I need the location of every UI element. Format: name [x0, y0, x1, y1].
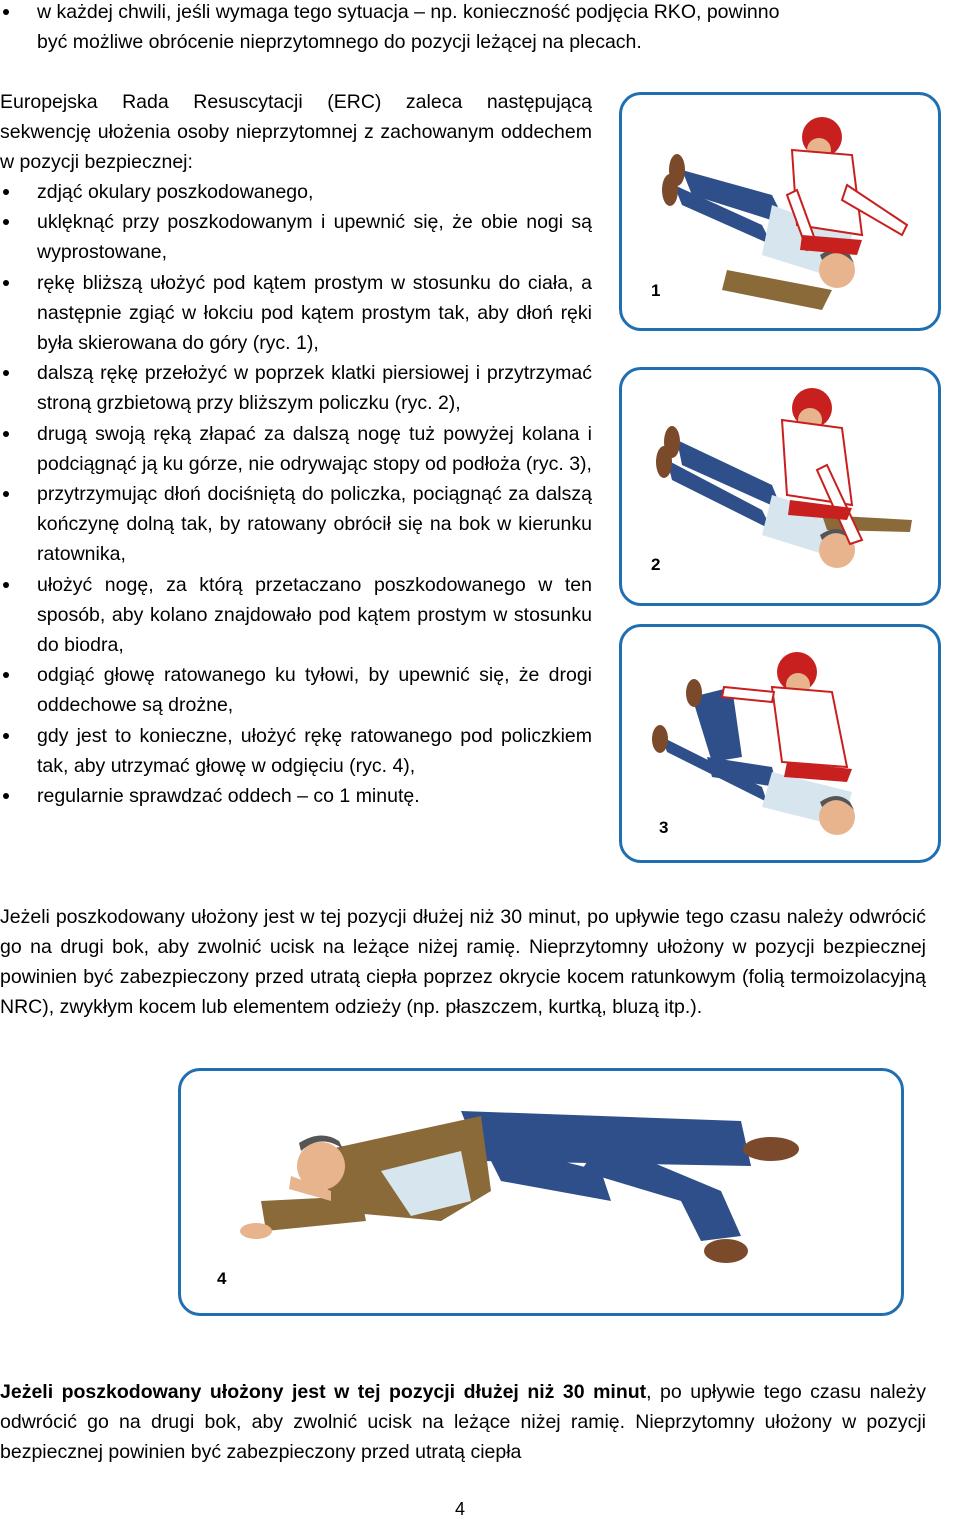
top-bullet-line2: być możliwe obrócenie nieprzytomnego do pozycji leżącej na plecach.	[37, 31, 642, 54]
figure-4-illustration	[181, 1071, 901, 1313]
list-item: odgiąć głowę ratowanego ku tyłowi, by upewnić się, że drogi oddechowe są drożne,	[0, 660, 592, 720]
list-item: przytrzymując dłoń dociśniętą do policzka, pociągnąć za dalszą kończynę dolną tak, by ratowany obrócił się na bok w kierunku ratownika,	[0, 479, 592, 570]
figure-3-number: 3	[659, 818, 669, 837]
list-item: zdjąć okulary poszkodowanego,	[0, 177, 592, 207]
figure-2-illustration	[622, 370, 938, 603]
figure-4-number: 4	[217, 1269, 227, 1288]
list-item: regularnie sprawdzać oddech – co 1 minutę.	[0, 781, 592, 811]
list-item: gdy jest to konieczne, ułożyć rękę ratowanego pod policzkiem tak, aby utrzymać głowę w odgięciu (ryc. 4),	[0, 721, 592, 781]
top-bullet-line1: w każdej chwili, jeśli wymaga tego sytuacja – np. konieczność podjęcia RKO, powinno	[37, 1, 780, 23]
list-item: drugą swoją ręką złapać za dalszą nogę tuż powyżej kolana i podciągnąć ją ku górze, nie odrywając stopy od podłoża (ryc. 3),	[0, 419, 592, 479]
intro-paragraph: Europejska Rada Resuscytacji (ERC) zaleca następującą sekwencję ułożenia osoby nieprzytomnej z zachowanym oddechem w pozycji bezpiecznej:	[0, 91, 592, 173]
figure-3-illustration	[622, 627, 938, 860]
top-bullet-list	[0, 0, 930, 57]
list-item: rękę bliższą ułożyć pod kątem prostym w stosunku do ciała, a następnie zgiąć w łokciu pod kątem prostym tak, aby dłoń ręki była skierowana do góry (ryc. 1),	[0, 268, 592, 359]
figure-2-panel	[619, 367, 941, 606]
figure-4-panel	[178, 1068, 904, 1316]
steps-list	[0, 177, 592, 811]
repeat-paragraph-rest: , po upływie tego czasu należy odwrócić go na drugi bok, aby zwolnić ucisk na leżące niżej ramię. Nieprzytomny ułożony w pozycji bezpiecznej powinien być zabezpieczony przed utratą ciepła	[0, 1381, 926, 1463]
figure-2-number: 2	[651, 555, 661, 574]
warmth-paragraph: Jeżeli poszkodowany ułożony jest w tej pozycji dłużej niż 30 minut, po upływie tego czasu należy odwrócić go na drugi bok, aby zwolnić ucisk na leżące niżej ramię. Nieprzytomny ułożony w pozycji bezpiecznej powinien być zabezpieczony przed utratą ciepła poprzez okrycie kocem ratunkowym (folią termoizolacyjną NRC), zwykłym kocem lub elementem odzieży (np. płaszczem, kurtką, bluzą itp.).	[0, 906, 926, 1018]
figure-1-illustration	[622, 95, 938, 328]
repeat-paragraph-bold: Jeżeli poszkodowany ułożony jest w tej pozycji dłużej niż 30 minut	[0, 1381, 647, 1403]
list-item: ułożyć nogę, za którą przetaczano poszkodowanego w ten sposób, aby kolano znajdowało pod kątem prostym w stosunku do biodra,	[0, 570, 592, 661]
list-item: uklęknąć przy poszkodowanym i upewnić się, że obie nogi są wyprostowane,	[0, 207, 592, 267]
list-item	[0, 0, 930, 57]
page-number: 4	[455, 1499, 466, 1519]
list-item: dalszą rękę przełożyć w poprzek klatki piersiowej i przytrzymać stroną grzbietową przy bliższym policzku (ryc. 2),	[0, 358, 592, 418]
figure-1-number: 1	[651, 281, 661, 300]
repeat-paragraph	[0, 1377, 926, 1467]
figure-3-panel	[619, 624, 941, 863]
figure-1-panel	[619, 92, 941, 331]
